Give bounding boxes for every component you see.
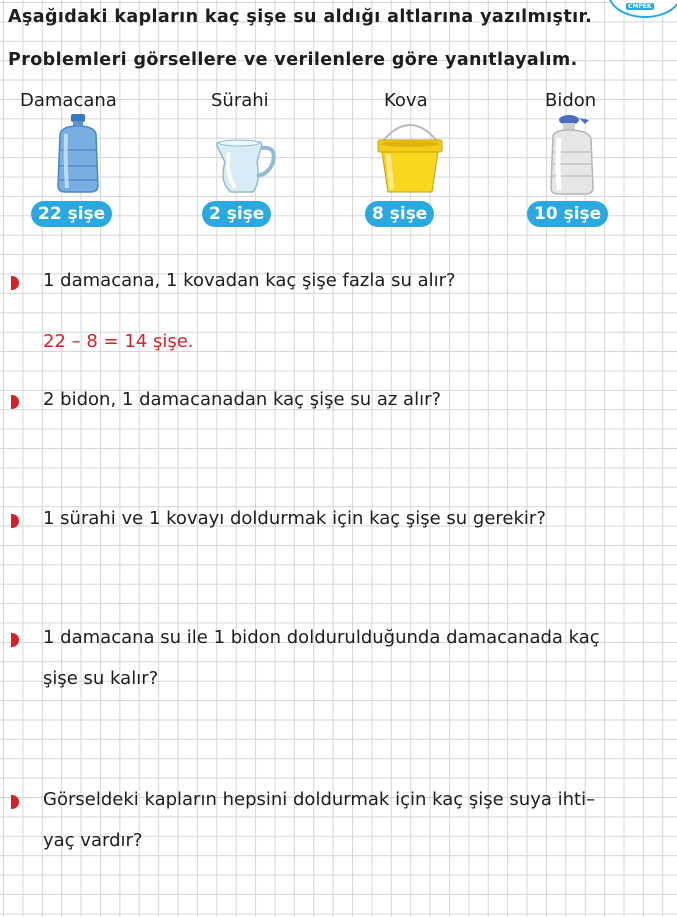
intro-line-1: Aşağıdaki kapların kaç şişe su aldığı altlarına yazılmıştır. — [8, 7, 593, 27]
amount-badge-surahi: 2 şişe — [202, 201, 271, 227]
question-bullet — [11, 633, 19, 647]
canister-icon — [535, 112, 615, 196]
question-4: 1 damacana su ile 1 bidon doldurulduğunda damacanada kaç — [43, 627, 600, 648]
question-bullet — [11, 276, 19, 290]
amount-badge-damacana: 22 şişe — [31, 201, 112, 227]
logo-text: CMPEK — [628, 3, 652, 10]
answer-1: 22 – 8 = 14 şişe. — [43, 331, 194, 352]
amount-badge-kova: 8 şişe — [365, 201, 434, 227]
intro-line-2: Problemleri görsellere ve verilenlere göre yanıtlayalım. — [8, 50, 578, 70]
question-bullet — [11, 795, 19, 809]
question-bullet — [11, 514, 19, 528]
publisher-logo — [608, 0, 677, 18]
question-5-cont: yaç vardır? — [43, 830, 143, 851]
container-name-surahi: Sürahi — [211, 90, 269, 111]
question-bullet — [11, 395, 19, 409]
amount-badge-bidon: 10 şişe — [527, 201, 608, 227]
container-name-damacana: Damacana — [20, 90, 117, 111]
container-name-bidon: Bidon — [545, 90, 597, 111]
question-4-cont: şişe su kalır? — [43, 668, 159, 689]
question-1: 1 damacana, 1 kovadan kaç şişe fazla su alır? — [43, 270, 456, 291]
container-name-kova: Kova — [384, 90, 428, 111]
question-3: 1 sürahi ve 1 kovayı doldurmak için kaç şişe su gerekir? — [43, 508, 546, 529]
water-jug-icon — [38, 112, 118, 196]
question-2: 2 bidon, 1 damacanadan kaç şişe su az alır? — [43, 389, 442, 410]
pitcher-icon — [205, 112, 285, 196]
question-5: Görseldeki kapların hepsini doldurmak için kaç şişe suya ihti– — [43, 789, 596, 810]
bucket-icon — [370, 112, 450, 196]
